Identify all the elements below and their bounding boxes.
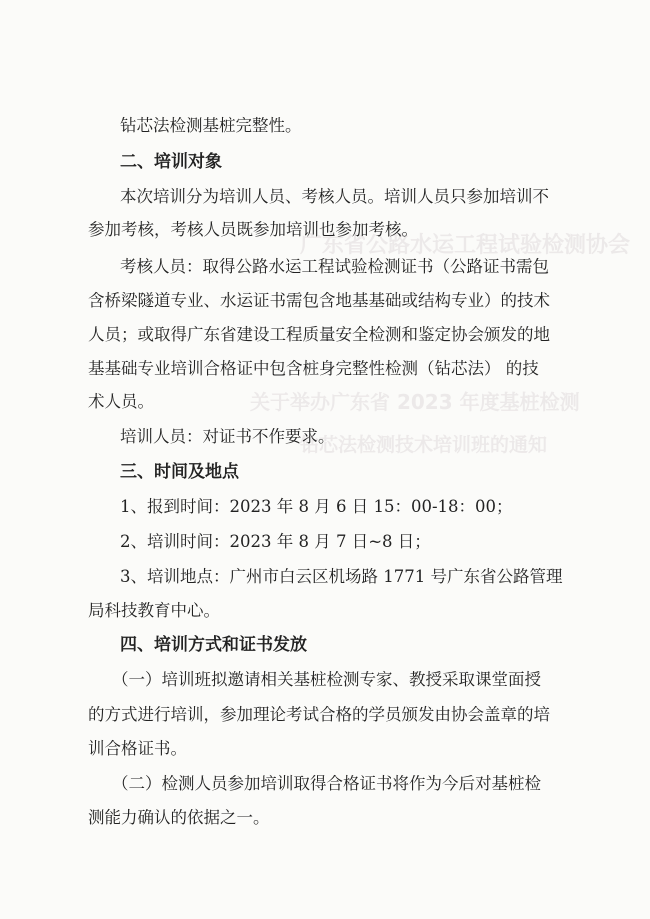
- bleed-through-text-3: 钻芯法检测技术培训班的通知: [300, 434, 548, 456]
- bleed-through-text-1: 广东省公路水运工程试验检测协会: [300, 233, 631, 258]
- bleed-through-text-2: 关于举办广东省 2023 年度基桩检测: [250, 390, 580, 414]
- document-page: 广东省公路水运工程试验检测协会 关于举办广东省 2023 年度基桩检测 钻芯法检测技术培训班的通知 钻芯法检测基桩完整性。 二、培训对象 本次培训分为培训人员、考核人员。培训人员只参加培训不 参加考核，考核人员既参加培训也参加考核。 考核人员：取得公路水运工程试验检测证书（公路证书需包 含桥梁隧道专业、水运证书需包含地基基础或结构专业）的技术 人员；或取得广东省建设工程质量安全检测和鉴定协会颁发的地 基基础专业培训合格证中包含桩身完整性检测（钻芯法） 的技 术人员。 培训人员：对证书不作要求。 三、时间及地点 1、报到时间：2023 年 8 月 6 日 15：00-18：00； 2、培训时间：2023 年 8 月 7 日~8 日； 3、培训地点：广州市白云区机场路 1771 号广东省公路管理 局科技教育中心。 四、培训方式和证书发放 （一）培训班拟邀请相关基桩检测专家、教授采取课堂面授 的方式进行培训，参加理论考试合格的学员颁发由协会盖章的培 训合格证书。 （二）检测人员参加培训取得合格证书将作为今后对基桩检 测能力确认的依据之一。: [88, 116, 631, 827]
